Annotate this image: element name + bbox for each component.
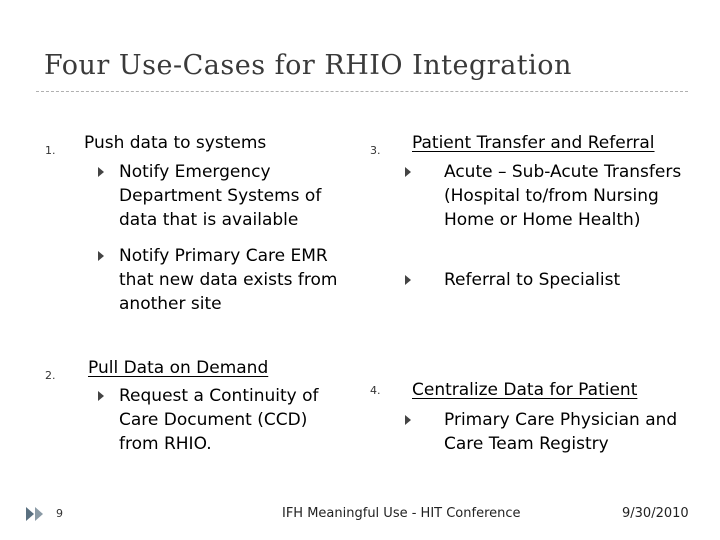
bullet-arrow-icon [405,415,411,425]
section-2-heading: Pull Data on Demand [88,358,269,378]
bullet-arrow-icon [98,251,104,261]
footer-arrows-icon [26,506,44,525]
section-4-item-1: Primary Care Physician and Care Team Registry [444,410,678,454]
section-1-item-1: Notify Emergency Department Systems of data that is available [119,162,322,230]
slide-title: Four Use-Cases for RHIO Integration [44,50,572,81]
bullet-arrow-icon [98,167,104,177]
section-3-item-2: Referral to Specialist [444,270,621,290]
section-3-number: 3. [370,144,381,157]
section-3-item-1: Acute – Sub-Acute Transfers (Hospital to/from Nursing Home or Home Health) [444,162,682,230]
section-1-heading: Push data to systems [84,133,267,153]
section-3-heading: Patient Transfer and Referral [412,133,655,153]
section-4-heading: Centralize Data for Patient [412,380,638,400]
bullet-arrow-icon [405,167,411,177]
section-2-item-1: Request a Continuity of Care Document (CCD) from RHIO. [119,386,319,454]
footer-text: IFH Meaningful Use - HIT Conference [282,506,521,521]
section-2-number: 2. [45,369,56,382]
section-1-number: 1. [45,144,56,157]
footer-date: 9/30/2010 [622,506,689,521]
bullet-arrow-icon [98,391,104,401]
section-1-item-2: Notify Primary Care EMR that new data exists from another site [119,246,338,314]
title-divider [36,91,688,92]
page-number: 9 [56,507,63,520]
section-4-number: 4. [370,384,381,397]
bullet-arrow-icon [405,275,411,285]
